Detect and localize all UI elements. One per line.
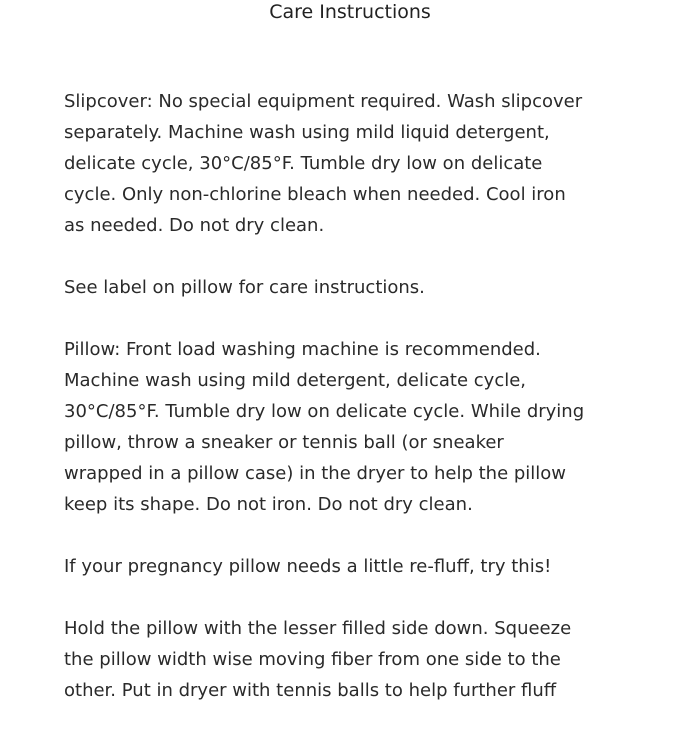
pillow-paragraph xyxy=(64,334,644,520)
text-line: cycle. Only non-chlorine bleach when needed. Cool iron xyxy=(64,184,566,205)
text-line: If your pregnancy pillow needs a little re-fluff, try this! xyxy=(64,556,552,577)
text-line: separately. Machine wash using mild liquid detergent, xyxy=(64,122,550,143)
text-line: keep its shape. Do not iron. Do not dry clean. xyxy=(64,494,473,515)
text-line: the pillow width wise moving fiber from one side to the xyxy=(64,649,561,670)
slipcover-paragraph xyxy=(64,86,644,241)
text-line: Slipcover: No special equipment required. Wash slipcover xyxy=(64,91,583,112)
text-line: 30°C/85°F. Tumble dry low on delicate cycle. While drying xyxy=(64,401,585,422)
text-line: other. Put in dryer with tennis balls to help further fluff xyxy=(64,680,557,701)
text-line: Hold the pillow with the lesser filled side down. Squeeze xyxy=(64,618,572,639)
text-line: delicate cycle, 30°C/85°F. Tumble dry low on delicate xyxy=(64,153,543,174)
care-instructions-body xyxy=(64,86,644,737)
page-title: Care Instructions xyxy=(269,1,431,23)
text-line: Pillow: Front load washing machine is recommended. xyxy=(64,339,541,360)
text-line: pillow, throw a sneaker or tennis ball (or sneaker xyxy=(64,432,504,453)
text-line: See label on pillow for care instructions. xyxy=(64,277,425,298)
refluff-steps-paragraph xyxy=(64,613,644,706)
text-line: Machine wash using mild detergent, delicate cycle, xyxy=(64,370,527,391)
label-note-paragraph xyxy=(64,272,644,303)
text-line: as needed. Do not dry clean. xyxy=(64,215,325,236)
text-line: wrapped in a pillow case) in the dryer to help the pillow xyxy=(64,463,567,484)
refluff-intro-paragraph xyxy=(64,551,644,582)
